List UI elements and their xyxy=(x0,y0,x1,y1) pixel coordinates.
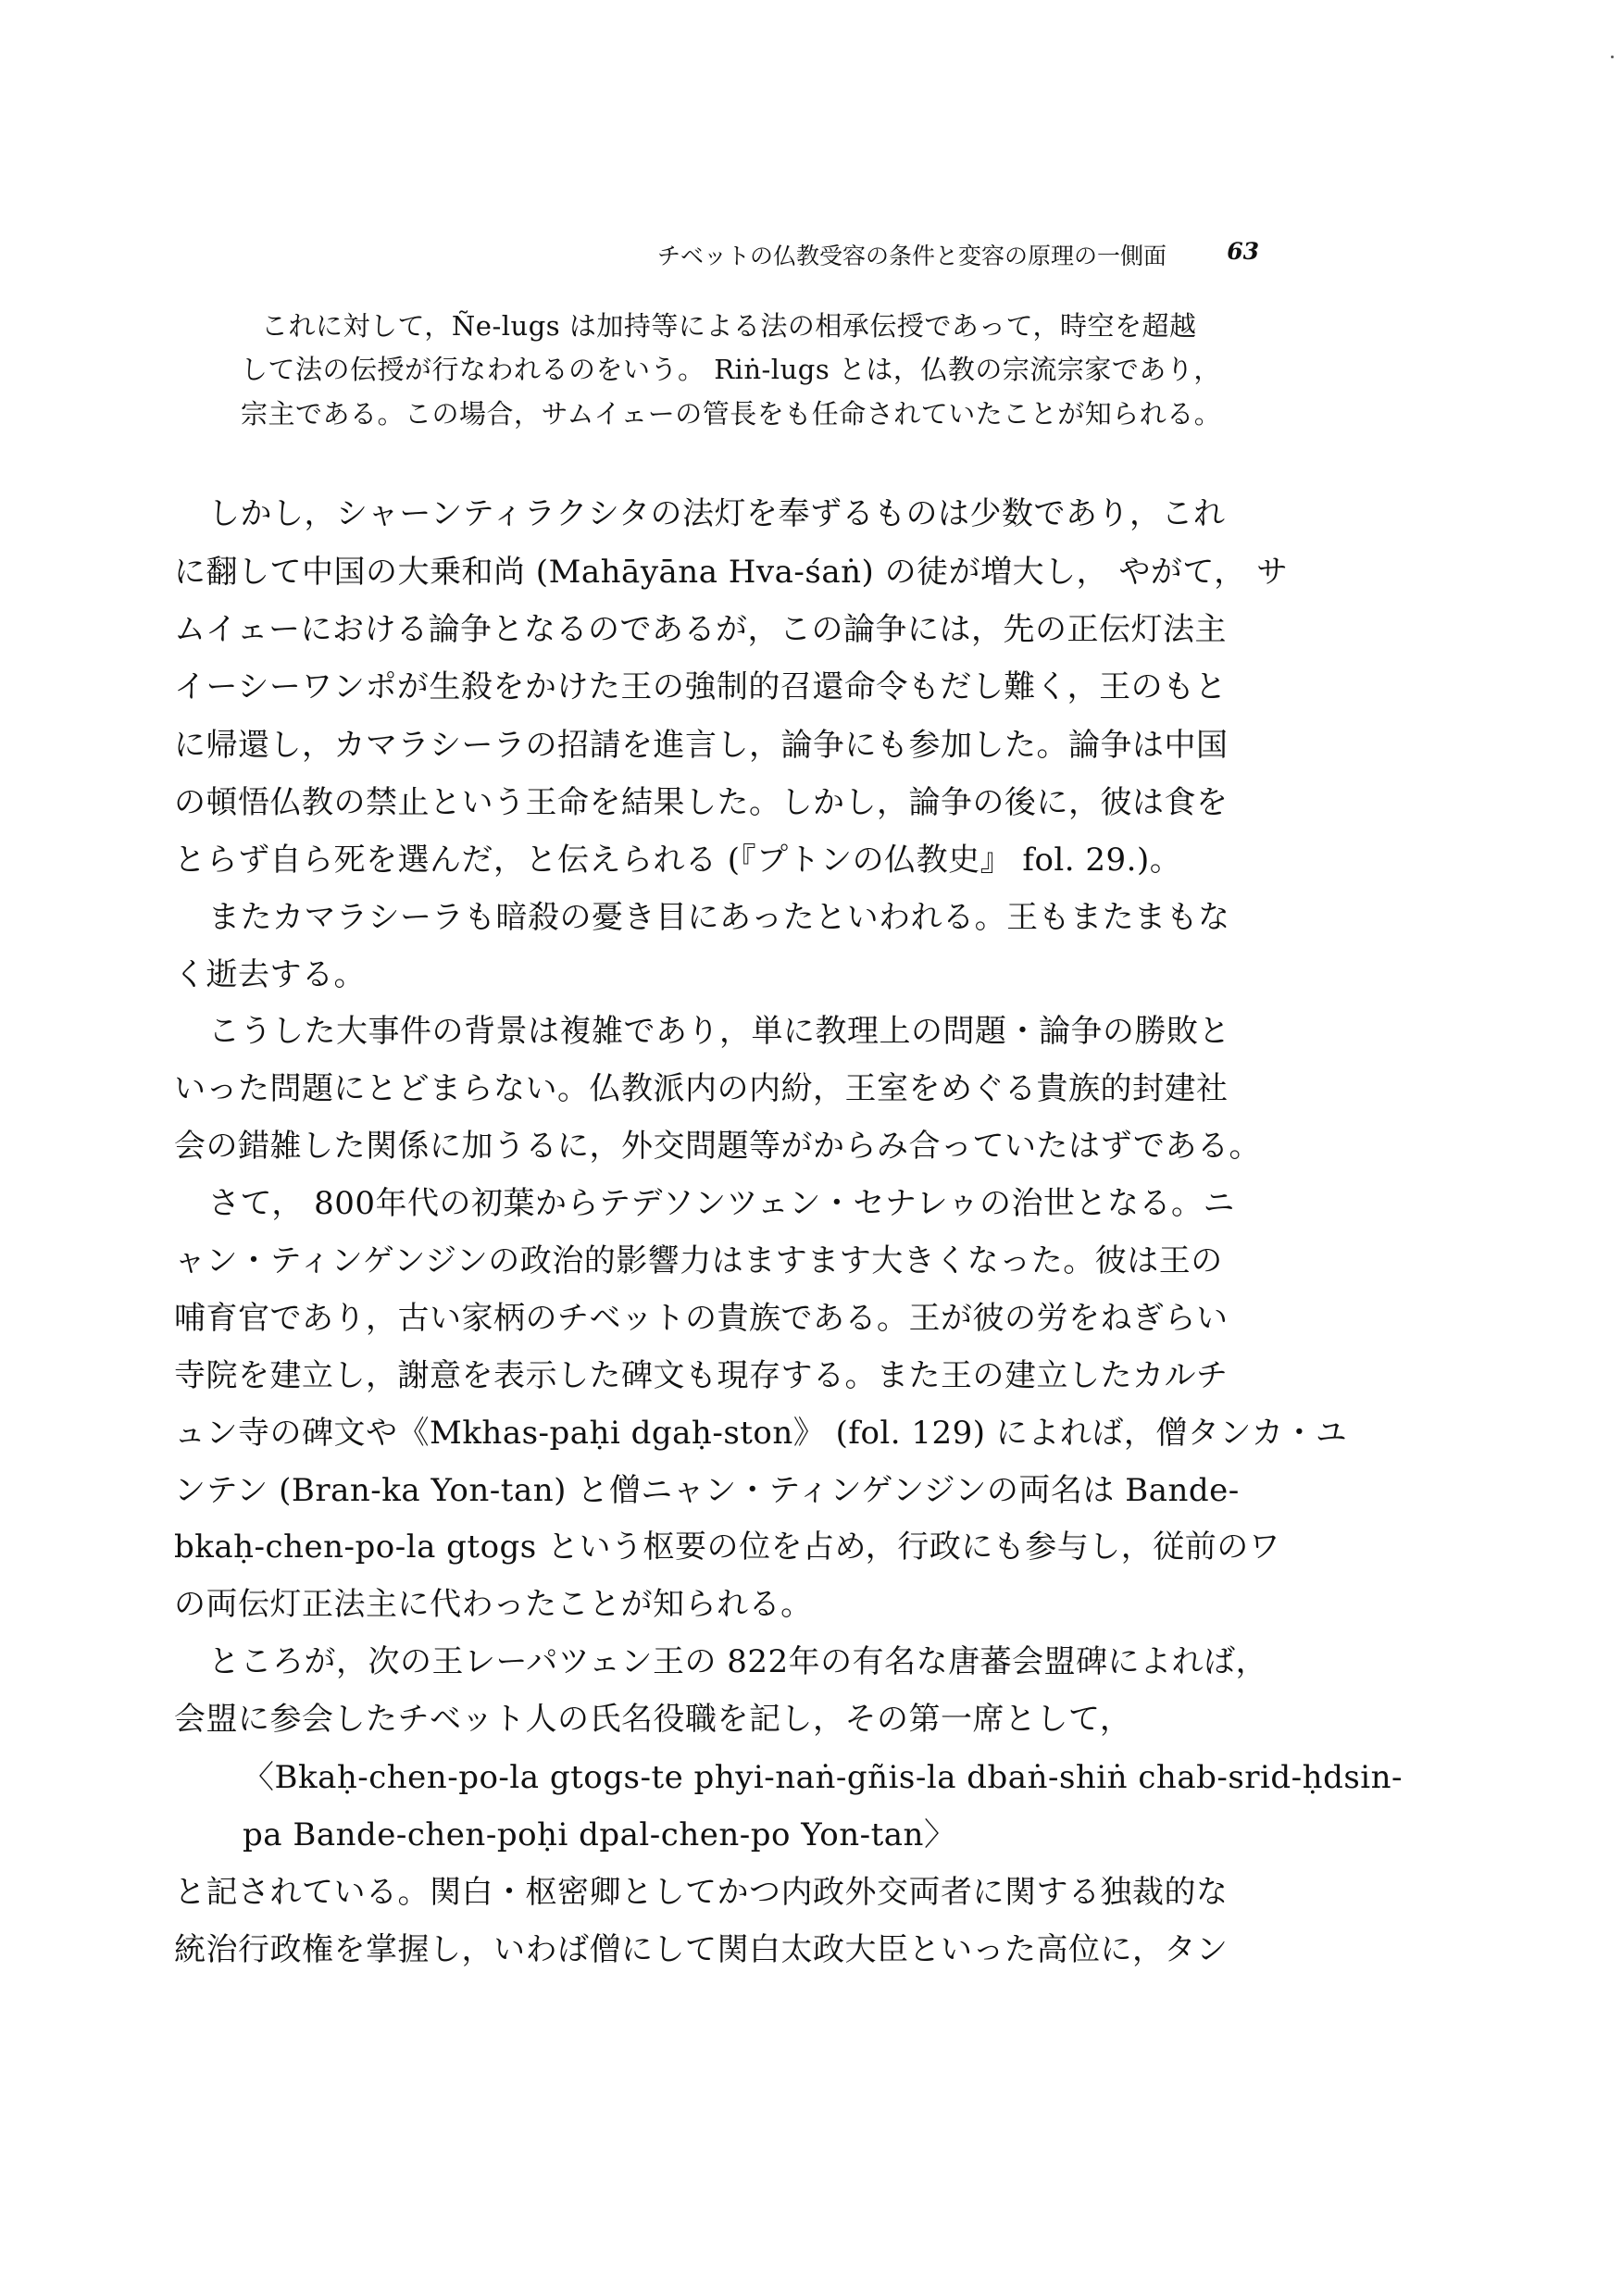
running-header xyxy=(555,238,1259,275)
body-line: 統治行政権を掌握し，いわば僧にして関白太政大臣といった高位に，タン xyxy=(174,1931,1229,1968)
body-line: さて， 800年代の初葉からテデソンツェン・セナレゥの治世となる。ニ xyxy=(208,1185,1235,1222)
body-line: ュン寺の碑文や《Mkhas-paḥi dgaḥ-ston》 (fol. 129) によれば，僧タンカ・ユ xyxy=(174,1415,1348,1452)
body-line: 哺育官であり，古い家柄のチベットの貴族である。王が彼の労をねぎらい xyxy=(174,1300,1229,1337)
body-line: 会盟に参会したチベット人の氏名役職を記し，その第一席として， xyxy=(174,1701,1132,1738)
quote-line: これに対して，Ñe-lugs は加持等による法の相承伝授であって，時空を超越 xyxy=(261,310,1197,342)
body-line: ャン・ティンゲンジンの政治的影響力はますます大きくなった。彼は王の xyxy=(174,1242,1223,1279)
quote-line: 宗主である。この場合，サムイェーの管長をも任命されていたことが知られる。 xyxy=(241,398,1222,430)
body-line: しかし，シャーンティラクシタの法灯を奉ずるものは少数であり，これ xyxy=(208,495,1226,532)
body-line: に帰還し，カマラシーラの招請を進言し，論争にも参加した。論争は中国 xyxy=(174,727,1229,764)
body-line: く逝去する。 xyxy=(174,956,366,993)
running-header-title: チベットの仏教受容の条件と変容の原理の一側面 xyxy=(656,243,1167,269)
body-line: 寺院を建立し，謝意を表示した碑文も現存する。また王の建立したカルチ xyxy=(174,1357,1229,1394)
body-line: に翻して中国の大乗和尚 (Mahāyāna Hva-śaṅ) の徒が増大し， やがて， サ xyxy=(174,554,1289,591)
body-line: ムイェーにおける論争となるのであるが，この論争には，先の正伝灯法主 xyxy=(174,611,1227,648)
scan-speck xyxy=(1611,56,1614,58)
body-line: またカマラシーラも暗殺の憂き目にあったといわれる。王もまたまもな xyxy=(208,899,1230,936)
body-line: の頓悟仏教の禁止という王命を結果した。しかし，論争の後に，彼は食を xyxy=(174,784,1229,821)
page-number: 63 xyxy=(1227,238,1259,265)
body-line: こうした大事件の背景は複雑であり，単に教理上の問題・論争の勝敗と xyxy=(208,1013,1230,1050)
body-line: とらず自ら死を選んだ，と伝えられる (『プトンの仏教史』 fol. 29.)。 xyxy=(174,842,1182,879)
body-line: ところが，次の王レーパツェン王の 822年の有名な唐蕃会盟碑によれば， xyxy=(208,1643,1268,1680)
body-line: 会の錯雑した関係に加うるに，外交問題等がからみ合っていたはずである。 xyxy=(174,1128,1262,1165)
body-line: いった問題にとどまらない。仏教派内の内紛，王室をめぐる貴族的封建社 xyxy=(174,1070,1229,1107)
body-line: ンテン (Bran-ka Yon-tan) と僧ニャン・ティンゲンジンの両名は Bande- xyxy=(174,1472,1240,1509)
quote-line: して法の伝授が行なわれるのをいう。 Riṅ-lugs とは，仏教の宗流宗家であり， xyxy=(241,354,1221,385)
body-line: イーシーワンポが生殺をかけた王の強制的召還命令もだし難く，王のもと xyxy=(174,668,1228,705)
body-line: と記されている。関白・枢密卿としてかつ内政外交両者に関する独裁的な xyxy=(174,1874,1229,1911)
body-line-transliteration: pa Bande-chen-poḥi dpal-chen-po Yon-tan〉 xyxy=(243,1816,956,1853)
body-line: の両伝灯正法主に代わったことが知られる。 xyxy=(174,1586,813,1623)
body-line-transliteration: 〈Bkaḥ-chen-po-la gtogs-te phyi-naṅ-gñis-la dbaṅ-shiṅ chab-srid-ḥdsin- xyxy=(243,1759,1404,1796)
body-line: bkaḥ-chen-po-la gtogs という枢要の位を占め，行政にも参与し，従前のワ xyxy=(174,1529,1281,1566)
